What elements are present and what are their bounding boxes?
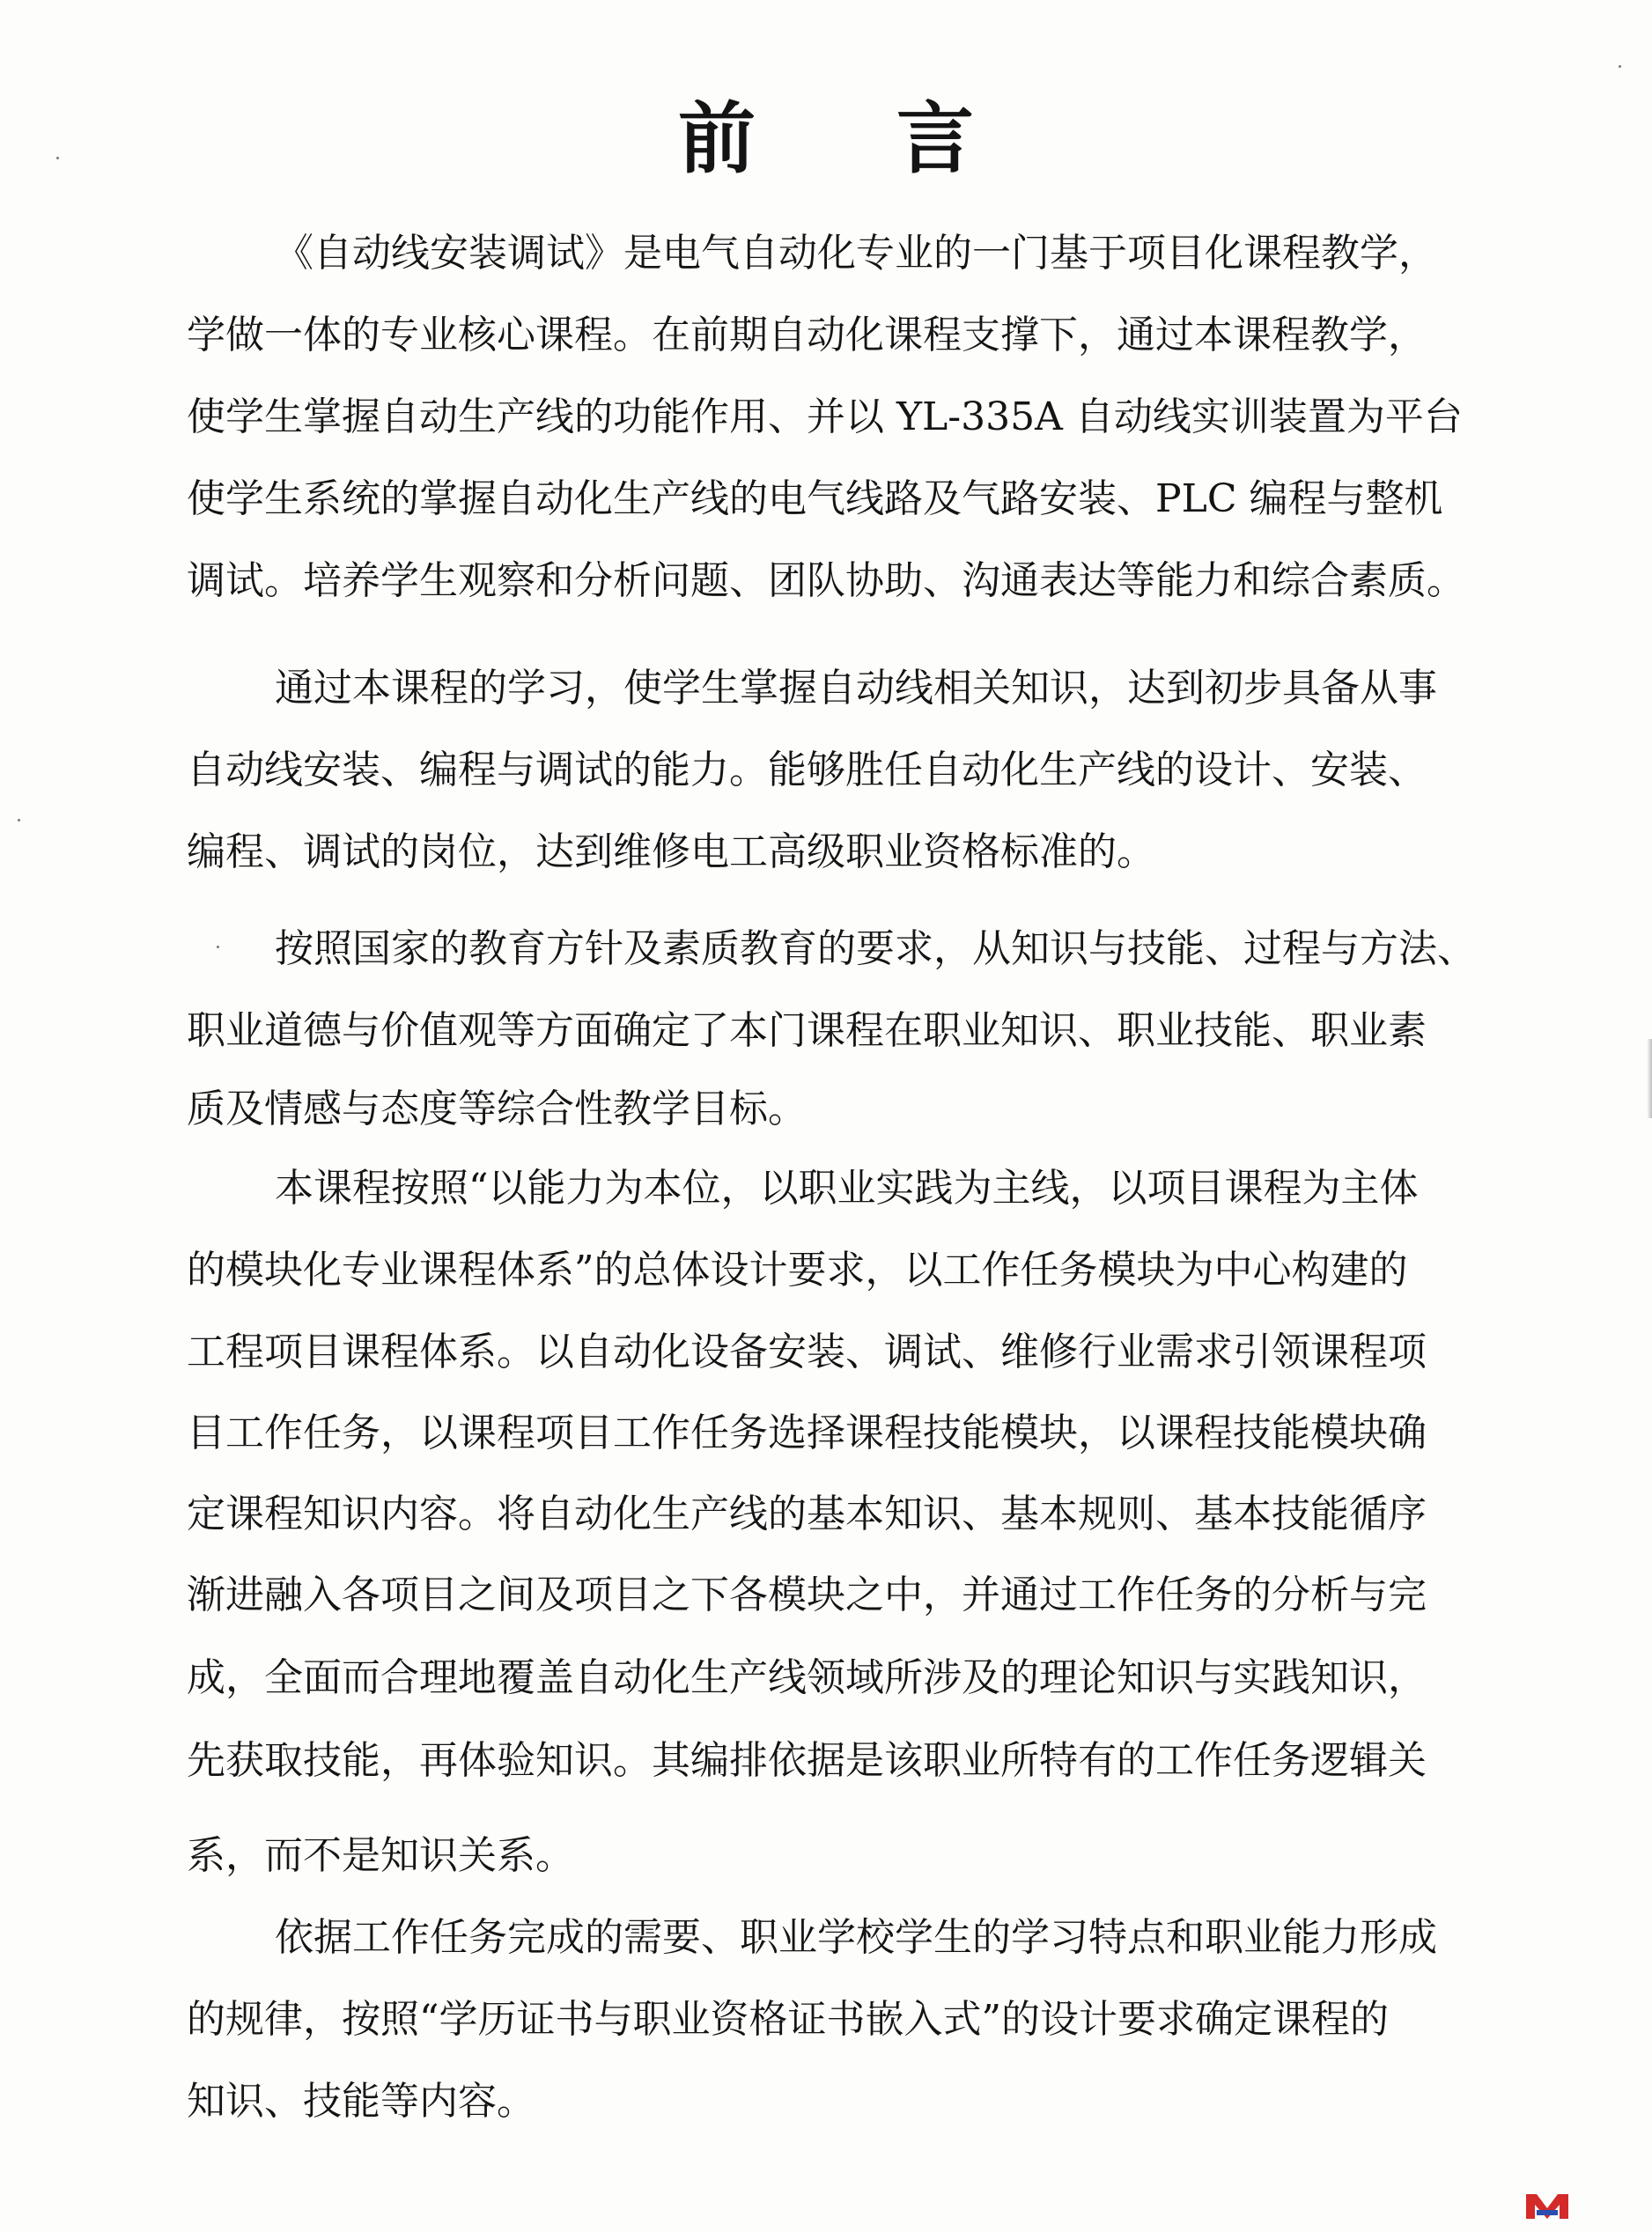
- title-char-1: 前: [677, 92, 756, 184]
- text-line: 依据工作任务完成的需要、职业学校学生的学习特点和职业能力形成: [275, 1915, 1437, 1960]
- text-line: 知识、技能等内容。: [187, 2079, 535, 2124]
- text-line: 使学生系统的掌握自动化生产线的电气线路及气路安装、PLC 编程与整机: [187, 476, 1443, 521]
- text-line: 编程、调试的岗位，达到维修电工高级职业资格标准的。: [187, 829, 1155, 874]
- scan-edge-shadow: [1647, 1039, 1652, 1118]
- text-line: 学做一体的专业核心课程。在前期自动化课程支撑下，通过本课程教学，: [187, 313, 1427, 357]
- text-line: 自动线安装、编程与调试的能力。能够胜任自动化生产线的设计、安装、: [187, 748, 1427, 792]
- publisher-logo-icon: [1524, 2191, 1570, 2221]
- text-line: 定课程知识内容。将自动化生产线的基本知识、基本规则、基本技能循序: [187, 1492, 1427, 1536]
- text-line: 本课程按照“以能力为本位，以职业实践为主线，以项目课程为主体: [275, 1166, 1419, 1211]
- text-line: 目工作任务，以课程项目工作任务选择课程技能模块，以课程技能模块确: [187, 1411, 1427, 1455]
- text-line: 系，而不是知识关系。: [187, 1833, 574, 1878]
- text-line: 的模块化专业课程体系”的总体设计要求，以工作任务模块为中心构建的: [187, 1248, 1408, 1293]
- text-line: 调试。培养学生观察和分析问题、团队协助、沟通表达等能力和综合素质。: [187, 558, 1465, 603]
- text-line: 职业道德与价值观等方面确定了本门课程在职业知识、职业技能、职业素: [187, 1008, 1427, 1053]
- text-line: 《自动线安装调试》是电气自动化专业的一门基于项目化课程教学，: [275, 231, 1437, 276]
- text-line: 工程项目课程体系。以自动化设备安装、调试、维修行业需求引领课程项: [187, 1330, 1427, 1374]
- text-line: 质及情感与态度等综合性教学目标。: [187, 1087, 807, 1131]
- text-line: 的规律，按照“学历证书与职业资格证书嵌入式”的设计要求确定课程的: [187, 1997, 1389, 2042]
- text-line: 成，全面而合理地覆盖自动化生产线领域所涉及的理论知识与实践知识，: [187, 1655, 1427, 1700]
- scan-speck: [1619, 65, 1621, 68]
- text-line: 通过本课程的学习，使学生掌握自动线相关知识，达到初步具备从事: [275, 666, 1437, 711]
- scan-speck: [217, 946, 219, 948]
- title-char-2: 言: [896, 92, 975, 184]
- page-title: [0, 77, 1652, 188]
- text-line: 渐进融入各项目之间及项目之下各模块之中，并通过工作任务的分析与完: [187, 1573, 1427, 1617]
- text-line: 按照国家的教育方针及素质教育的要求，从知识与技能、过程与方法、: [275, 926, 1476, 971]
- text-line: 先获取技能，再体验知识。其编排依据是该职业所特有的工作任务逻辑关: [187, 1738, 1427, 1783]
- scan-speck: [18, 819, 20, 821]
- scan-speck: [56, 157, 59, 159]
- text-line: 使学生掌握自动生产线的功能作用、并以 YL-335A 自动线实训装置为平台: [187, 394, 1463, 439]
